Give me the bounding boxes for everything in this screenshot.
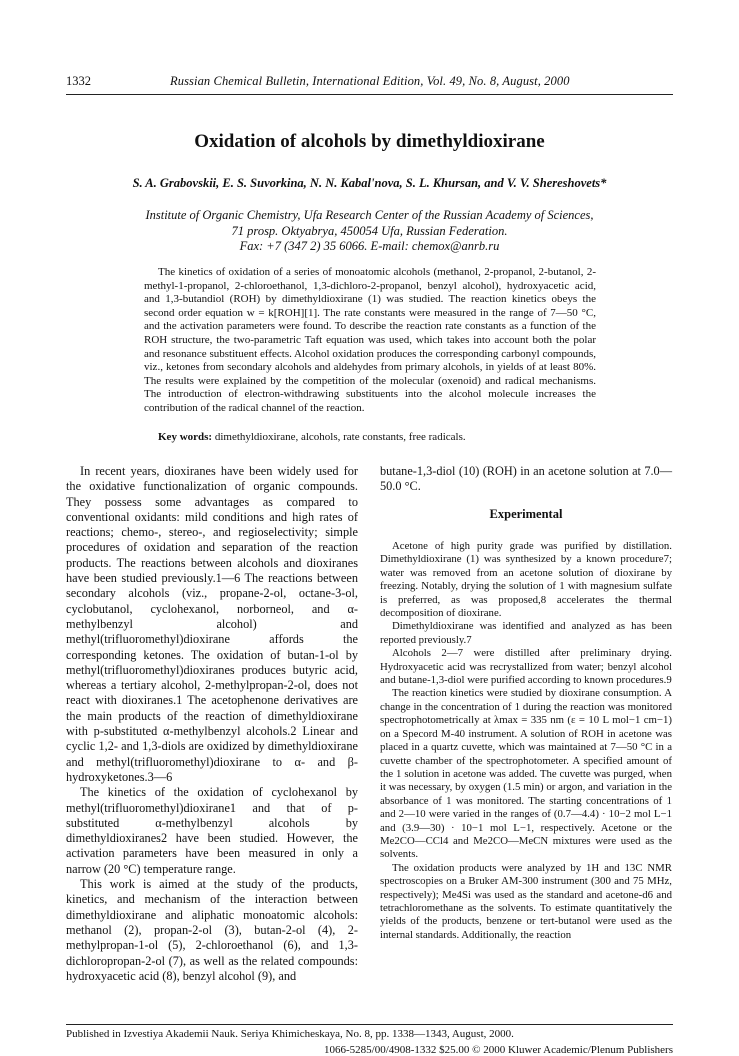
left-column — [66, 464, 358, 984]
experimental-paragraph-3: Alcohols 2—7 were distilled after preliminary drying. Hydroxyacetic acid was recrystallized from water; benzyl alcohol and butane-1,3-diol were purified according to known procedures.9 — [380, 647, 672, 687]
keywords — [158, 431, 598, 443]
affiliation-line-1: Institute of Organic Chemistry, Ufa Research Center of the Russian Academy of Sciences, — [145, 208, 594, 222]
intro-paragraph-2: The kinetics of the oxidation of cyclohexanol by methyl(trifluoromethyl)dioxirane1 and that of p-substituted α-methylbenzyl alcohols by dimethyldioxiranes2 have been studied. However, the activation parameters have been measured in only a narrow (20 °C) temperature range. — [66, 785, 358, 876]
experimental-paragraph-5: The oxidation products were analyzed by 1H and 13C NMR spectroscopies on a Bruker AM-300 instrument (300 and 75 MHz, respectively); Me4Si was used as the standard and acetone-d6 and tetrachloromethane as the solvents. To estimate quantitatively the yields of the products, benzene or tert-butanol were used as the internal standards. Additionally, the reaction — [380, 861, 672, 941]
header-divider — [66, 94, 673, 95]
right-column-continuation: butane-1,3-diol (10) (ROH) in an acetone solution at 7.0—50.0 °C. — [380, 464, 672, 494]
publication-note: Published in Izvestiya Akademii Nauk. Seriya Khimicheskaya, No. 8, pp. 1338—1343, August, 2000. — [66, 1028, 514, 1040]
keywords-text: dimethyldioxirane, alcohols, rate constants, free radicals. — [214, 431, 466, 443]
running-header — [66, 74, 673, 92]
affiliation-contact: Fax: +7 (347 2) 35 6066. E-mail: chemox@anrb.ru — [239, 239, 500, 253]
article-title: Oxidation of alcohols by dimethyldioxirane — [194, 131, 545, 152]
intro-paragraph-1: In recent years, dioxiranes have been widely used for the oxidative functionalization of organic compounds. They possess some advantages as compared to conventional oxidants: mild conditions and high rates of reactions; chemo-, stereo-, and regioselectivity; simple procedures of oxidation and separation of the reaction products. The reactions between alcohols and dioxiranes have been studied previously.1—6 The reactions between secondary alcohols (viz., propane-2-ol, octane-3-ol, cyclobutanol, cyclohexanol, norborneol, and α-methylbenzyl alcohol) and methyl(trifluoromethyl)dioxirane affords the corresponding ketones. The oxidation of butan-1-ol by methyl(trifluoromethyl)dioxiranes produces butyric acid, whereas a tertiary alcohol, 2-methylpropan-2-ol, does not react with dioxiranes.1 The acetophenone derivatives are the main products of the reaction of dimethyldioxirane with p-substituted α-methylbenzyl alcohols.2 Linear and cyclic 1,2- and 1,3-diols are oxidized by dimethyldioxirane and methyl(trifluoromethyl)dioxirane to α- and β-hydroxyketones.3—6 — [66, 464, 358, 784]
footer-divider — [66, 1024, 673, 1025]
experimental-paragraph-1: Acetone of high purity grade was purified by distillation. Dimethyldioxirane (1) was synthesized by a known procedure7; water was removed from an acetone solution of dioxirane by freezing. Notably, drying the solution of 1 with magnesium sulfate is preferred, as was proposed,8 accelerates the thermal decomposition of dioxirane. — [380, 540, 672, 620]
section-heading-experimental: Experimental — [489, 507, 563, 521]
author-list: S. A. Grabovskii, E. S. Suvorkina, N. N. Kabal'nova, S. L. Khursan, and V. V. Shereshovets* — [132, 176, 607, 190]
page-number: 1332 — [66, 74, 91, 88]
abstract: The kinetics of oxidation of a series of monoatomic alcohols (methanol, 2-propanol, 2-butanol, 2-methyl-1-propanol, 2-chloroethanol, 1,3-dichloro-2-propanol, benzyl alcohol), hydroxyacetic acid, and 1,3-butandiol (ROH) by dimethyldioxirane (1) was studied. The reaction kinetics obeys the second order equation w = k[ROH][1]. The rate constants were measured in the range of 7—50 °C, and the activation parameters were found. To describe the reaction rate constants as a function of the ROH structure, the two-parametric Taft equation was used, which takes into account both the polar and resonance substituent effects. Alcohol oxidation produces the corresponding carbonyl compounds, viz., ketones from secondary alcohols and aldehydes from primary alcohols, in yields of at least 80%. The results were explained by the competition of the molecular (oxenoid) and radical mechanisms. The introduction of electron-withdrawing substituents into the alcohol molecule increases the contribution of the radical channel of the reaction. — [144, 266, 596, 414]
journal-citation: Russian Chemical Bulletin, International Edition, Vol. 49, No. 8, August, 2000 — [170, 74, 570, 88]
experimental-paragraph-4: The reaction kinetics were studied by dioxirane consumption. A change in the concentration of 1 during the reaction was monitored spectrophotometrically at λmax = 335 nm (ε = 10 L mol−1 cm−1) on a Specord M-40 instrument. A solution of ROH in acetone was placed in a quartz cuvette, which was maintained at 7—50 °C in a cuvette chamber of the spectrophotometer. A specified amount of the 1 solution in acetone was added. The cuvette was purged, when it was necessary, by oxygen (1.5 min) or argon, and variation in the absorbance of 1 was monitored. The starting concentrations of 1 and 2—10 were varied in the ranges of (0.7—4.4) · 10−2 mol L−1 and (3.9—30) · 10−1 mol L−1, respectively. Acetone or the Me2CO—CCl4 and Me2CO—MeCN mixtures were used as the solvents. — [380, 687, 672, 861]
intro-paragraph-3: This work is aimed at the study of the products, kinetics, and mechanism of the interaction between dimethyldioxirane and aliphatic monoatomic alcohols: methanol (2), propan-2-ol (3), butan-2-ol (4), 2-methylpropan-1-ol (5), 2-chloroethanol (6), and 1,3-dichloropropan-2-ol (7), as well as the related compounds: hydroxyacetic acid (8), benzyl alcohol (9), and — [66, 877, 358, 983]
copyright-identifier: 1066-5285/00/4908-1332 $25.00 © 2000 Kluwer Academic/Plenum Publishers — [323, 1044, 673, 1056]
experimental-paragraph-2: Dimethyldioxirane was identified and analyzed as has been reported previously.7 — [380, 620, 672, 646]
affiliation — [0, 208, 739, 255]
affiliation-line-2: 71 prosp. Oktyabrya, 450054 Ufa, Russian Federation. — [231, 223, 508, 238]
experimental-section — [380, 540, 672, 942]
keywords-label: Key words: — [158, 431, 213, 443]
